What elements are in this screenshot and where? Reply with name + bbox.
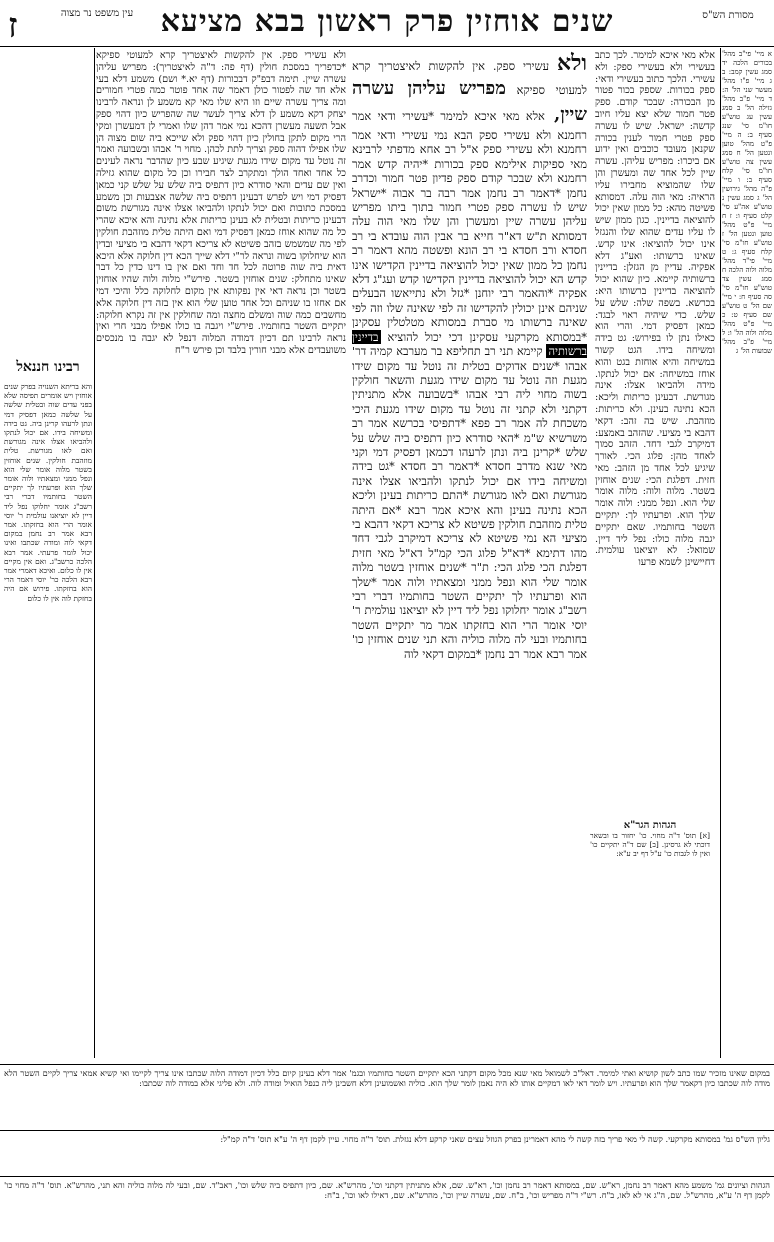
main-text-4: קיימא תני רב תחליפא בר מערבא קמיה דר' אבהו *שנים אדוקים בטלית זה נוטל עד מקום שידו מגעת וזה נוטל עד מקום שידו מגעת והשאר חולקין בשוה מחוי ליה רבי אבהו *בשבועה אלא מתניתין דקתני ולא קתני זה נוטל עד מקום שידו מגעת היכי משכחת לה אמר רב פפא *דתפיסי בכרשא אמר רב משרשיא ש"מ *האי סודרא כיון דתפיס ביה שלש על שלש *קרינן ביה ונתן לרעהו דכמאן דפסיק דמי וקני מאי שנא מדרב חסדא *דאמר רב חסדא *גט בידה ומשיחה בידו אם יכול לנתקו ולהביאו אצלו אינה מגורשת ואם לאו מגורשת *התם כריתות בעינן וליכא הכא נתינה בעינן והא איכא אמר רבא *אם היתה טלית מוזהבת חולקין פשיטא לא צריכא דקאי דהבא בי מציעי הא נמי פשיטא לא צריכא דמיקרב לגבי דחד מהו דתימא *דא"ל פלוג הכי קמ"ל דא"ל מאי חזית דפלגת הכי פלוג הכי: ת"ר *שנים אוחזין בשטר מלוה אומר שלי הוא ונפל ממני ומצאתיו ולוה אמר *שלך הוא ופרעתיו לך יתקיים השטר בחותמיו דברי רבי רשב"ג אומר יחלוקו נפל ליד דיין לא יוציאנו עולמית ר' יוסי אומר הרי הוא בחזקתו אמר מר יתקיים השטר בחותמיו ובעי לה מלוה כוליה והא תני שנים אוחזין כו' אמר רבא אמר רב נחמן *במקום דקאי לוה: [352, 344, 587, 661]
footer-rule: [0, 1176, 774, 1177]
footer-rule: [0, 1130, 774, 1131]
page-header: [0, 0, 774, 46]
divider: [94, 48, 95, 1058]
page-number: ז: [8, 6, 18, 46]
gra-notes-box: [590, 820, 710, 859]
gilyon-hashas: גליון הש"ס גמ' במסותא מקרקעי. קשה לי מאי פריך בזה קשה לי מהא דאמרינן בפרק הגוזל עצים שאני קרקע דלא נגזלת. תוס' ד"ה מחוי. עיין לקמן דף ה' ע"א תוס' ד"ה קמ"ל:: [220, 1134, 770, 1144]
rabbeinu-chananel-column: [4, 50, 92, 1060]
footer-commentary: במקום שאינו מזכיר שמו כתב לשון קושיא ואתי למימר. דאל"כ לשמואל מאי שנא מכל מקום דקתני הכא יתקיים השטר בחותמיו ובגמ' אמר דלא בעינן קיום כלל דכיון דמודה הלוה שכתבו אינו צריך לקיימו ואי קשיא אמאי צריך לקיים השטר הלא מודה לוה שכתבו כיון דקאמר שלך הוא ופרעתיו. ויש לומר דאי לאו דמקיים אותו לא היה נאמן לומר שלך הוא. כוליה ואשמועינן דלא חשבינן ליה כנפל הואיל ומודה לוה. ולא פליגי אלא במודה לוה שכתבו:: [4, 1068, 770, 1089]
gra-text: [א] תוס' ד"ה מחוי. כו' יחזור בו ובשאר דוכתי לא גרסינן. [ב] שם ד"ה יתקיים כו' ואין לו לגבות כו' ע"ל דף יב ע"א:: [590, 831, 710, 859]
rabbeinu-chananel-text: והא בריתא השנויה בפרק שנים אוחזין ויש אומרים תפיסה שלא בפני עדים שוה ובטלית שלשה על שלשה כמאן דפסיק דמי ונתן לרעהו קרינן ביה. גט בידה ומשיחה בידו. אם יכול לנתקו ולהביאו אצלו אינה מגורשת ואם לאו מגורשת. טלית מוזהבת חולקין. שנים אוחזין בשטר מלוה אומר שלי הוא ונפל ממני ומצאתיו ולוה אומר שלך הוא ופרעתיו לך יתקיים השטר בחותמיו דברי רבי רשב"ג אומר יחלוקו נפל ליד דיין לא יוציאנו עולמית ר' יוסי אומר הרי הוא בחזקתו. אמר רבא אמר רב נחמן במקום דקאי לוה ומודה שכתבו ואינו יכול לומר פרעתי. אמר רבא הלכה כרשב"ג. ואם אין מקיים אין לו כלום. ואיכא דאמרי אמר רבא הלכה כר' יוסי דאמר הרי הוא בחזקתו. פירוש אם היה בחזקת לוה אין לו כלום: [4, 382, 92, 603]
divider: [720, 48, 721, 1058]
hagahot-vetziyunim: הגהות וציונים גמ' משמע מהא דאמר רב נחמן, רא"ש. שם, במסותא דאמר רב נחמן וכו', רא"ש. שם, אלא מתניתין דקתני וכו', מהרש"א. שם, כיון דתפיס ביה שלש וכו', ראב"ד. שם, ובעי לה מלוה כוליה והא תני, מהרש"א. תוס' ד"ה מחוי כו' לקמן דף ה' ע"א, מהרש"ל. שם, ה"ג אי לא לאו, ב"ח. רש"י ד"ה מפריש וכו', ב"ח. שם, עשרה שיין וכו', מהרש"א. שם, דאילו לאו וכו', ב"ח:: [4, 1180, 770, 1201]
gemara-main-text: [352, 50, 587, 1060]
header-rule: [0, 46, 774, 47]
rashi-text: אלא מאי איכא למימר. לכך כתב בעשירי ולא בעשירי ספק: ולא עשירי. הלכך כתוב בעשירי ודאי: ספק בכורות. שספק בכור פטור מן הבכורה: שבכר קודם. ספק פטר חמור שלא יצא עליו חיוב קדשה: ישראל. שיש לו עשרה ספק פטרי חמור לענין בכורה שקנאן מעובד כוכבים ואין ידוע אם ביכרו: מפריש עליהן. עשרה שיין לכל אחד שה ומעשרן והן שלו שהמוציא מחבירו עליו הראיה: מאי הוה עלה. דמסותא פשיטה מהא: כל ממון שאין יכול להוציאה בדיינין. כגון ממון שיש לו עליו עדים שהוא שלו והנגזל אינו יכול להוציאו: אינו קדש. שאינו ברשותו: ואע"ג דלא אפקיה. עדיין מן הגזלן: בדיינין ברשותיה קיימא. כיון שהוא יכול להוציאה בדיינין ברשותו היא: בכרשא. בשפה שלה: שלש על שלש. כדי שיהיה ראוי לבגד: כמאן דפסיק דמי. והרי הוא כאילו נתן לו בפירוש: גט בידה ומשיחה בידו. הגט קשור במשיחה והיא אוחזת בגט והוא אוחז במשיחה: אם יכול לנתקו. מידה ולהביאו אצלו: אינה מגורשת. דבעינן כריתות וליכא: הכא נתינה בעינן. ולא כריתות: מוזהבת. שיש בה זהב: דקאי דהבא בי מציעי. שהזהב באמצע: דמיקרב לגבי דחד. הזהב סמוך לאחד מהן: פלוג הכי. לאורך שיגיע לכל אחד מן הזהב: מאי חזית. דפלגת הכי: שנים אוחזין בשטר. מלוה ולוה: מלוה אומר שלי הוא. ונפל ממני: ולוה אומר שלך הוא. ופרעתיו לך: יתקיים השטר בחותמיו. שאם יתקיים יגבה מלוה כולו: נפל ליד דיין. שמואל: לא יוציאנו עולמית. דחיישינן לשמא פרעו: [595, 50, 715, 569]
highlighted-phrase: בדיינין ברשותיה: [352, 329, 587, 359]
footer-rule: [0, 1064, 774, 1065]
page-title: שנים אוחזין פרק ראשון בבא מציעא: [160, 4, 614, 39]
main-text-3: אלא מאי איכא למימר *עשירי ודאי אמר רחמנא ולא עשירי ספק הבא נמי עשירי ודאי אמר רחמנא ולא עשירי ספק א"ל רב אחא מדפתי לרבינא מאי ספיקות אילימא ספק בכורות *יהיה קדש אמר רחמנא ולא שבכר קודם ספק פדיון פטר חמור וכדרב נחמן *דאמר רב נחמן אמר רבה בר אבוה *ישראל שיש לו עשרה ספק פטרי חמור בתוך ביתו מפריש עליהן עשרה שיין ומעשרן והן שלו מאי הוה עלה דמסותא ת"ש דא"ר חייא בר אבין הוה עובדא בי רב חסדא ורב חסדא בי רב הונא ופשטה מהא דאמר רב נחמן כל ממון שאין יכול להוציאה בדיינין הקדישו אינו קדש הא יכול להוציאה בדיינין הקדישו קדש ועג"ג דלא אפקיה *והאמר רבי יוחנן *גזל ולא נתייאשו הבעלים שניהם אינן יכולין להקדישו זה לפי שאינה שלו וזה לפי שאינה ברשותו מי סברת במסותא מטלטלין עסקינן *במסותא מקרקעי עסקינן דכי יכול להוציא: [352, 109, 587, 344]
gra-heading: הגהות הגר"א: [623, 820, 677, 831]
ein-mishpat-text: א מיי' פי"ב מהל' בכורים הלכה יד סמג עשין קמב: ב ג מיי' פ"ו מהל' מעשר שני הל' ה: ד מיי' פ"ב מהל' גזילה הל' ב סמג עשין עג טוש"ע חו"מ סי' שנג סעיף ב: ה מיי' פ"ט מהל' טוען ונטען הל' ח סמג עשין צה טוש"ע חו"מ סי' קלח סעיף ב: ו מיי' פ"ה מהל' גירושין הל' ג סמג עשין נ טוש"ע אה"ע סי' קלט סעיף ו: ז ח מיי' פ"ט מהל' טוען ונטען הל' ז טוש"ע חו"מ סי' קלח סעיף ג: ט מיי' פי"ד מהל' מלוה ולוה הלכה ח סמג עשין צד טוש"ע חו"מ סי' סה סעיף ח: י מיי' שם הל' ט טוש"ע שם סעיף ט: כ מיי' פ"ט מהל' מלוה ולוה הל' ו: ל מיי' פ"ב מהל' שבועות הל' ג: [722, 50, 772, 355]
ein-mishpat-label: עין משפט נר מצוה: [60, 8, 134, 19]
tosafot-text: ולא עשירי ספק. אין להקשות לאיצטריך קרא למעוטי ספיקא *כדפריך במסכת חולין (דף פה: ד"ה לאיצטריך): מפריש עליהן עשרה שיין. תימה דבפ"ק דבכורות (דף יא.* ושם) משמע דלא בעי אלא חד שה לפטור כולן דאמר שה אחד פוטר כמה פטרי חמורים ומה צריך עשרה שיים וזו היא שלו מאי קא משמע לן ונראה לרבינו יצחק דקא משמע לן דלא צריך לעשר שה שהפריש כיון דהוי ספק אבל תשעה מעשרן דהכא נמי אמר דהן שלו ואמרי לן דמעשרן ומקי הרי מקום לתקן בחולין כיון דהוי ספק ולא שייכא ביה שום מצוה הן שלו אפילו דהוה ספק וצריך לתת לכהן. מחוי ר' אבהו ובשבועה ואמר זה נוטל עד מקום שידו מגעת שיגיע שבע כיון שהדבר נראה לעינים כל אחד ואחד הולך ומתקרב לצד חבירו וכן כל מקום שהוא גזילה ואין שם עדים והאי סודרא כיון דתפיס ביה שלש על שלש קני כמאן דפסיק דמי ויש לפרש דבעינן דתפיס ביה שלשה אצבעות וכן משמע במסכת כתובות ואם יכול לנתקו ולהביאו אצלו אינה מגורשת משום דבעינן כריתות ובטלית לא בעינן כריתות אלא נתינה והא איכא שהרי כל מה שהוא אוחז כמאן דפסיק דמי ואם היתה טלית מוזהבת חולקין לפי מה שמשמש בזהב פשיטא לא צריכא דקאי דהבא בי מציעי ובדין הוא שיחלוקו בשוה ונראה לר"י דלא שייך הכא דין חלוקה אלא היכא דאית ביה שוה פרוטה לכל חד וחד ואם אין בו דינו כדין כל דבר שאינו מתחלק: שנים אוחזין בשטר. פירש"י מלוה ולוה שהיו אוחזין בשטר וכן נראה דאי אין נפקותא אין מקום לחלוקה כלל והיכי דמי אם אחזו בו שניהם וכל אחד טוען שלי הוא אין בזה דין חלוקה אלא מחשבים כמה שוה ומשלם מחצה ומה שחולקין אין זה נקרא חלוקה: יתקיים השטר בחותמיו. פירש"י ויגבה בו כולו אפילו מבני חרי ואין נראה לרבינו תם דכיון דמודה המלוה דנפל לא יגבה בו מנכסים משועבדים אלא מבני חורין בלבד וכן פירש ר"ח: [96, 50, 346, 356]
main-text-2: מפריש עליהן עשרה שיין,: [352, 78, 587, 125]
opening-word: ולא: [556, 50, 587, 76]
ein-mishpat-column: [722, 50, 772, 830]
main-text-1: עשירי ספק. אין להקשות לאיצטריך קרא למעוטי ספיקא: [352, 59, 587, 97]
tosafot-column: [96, 50, 346, 1060]
masoret-hashas-label: מסורת הש"ס: [702, 10, 754, 21]
rabbeinu-chananel-heading: רבינו חננאל: [16, 359, 80, 375]
rashi-column: [595, 50, 715, 1060]
